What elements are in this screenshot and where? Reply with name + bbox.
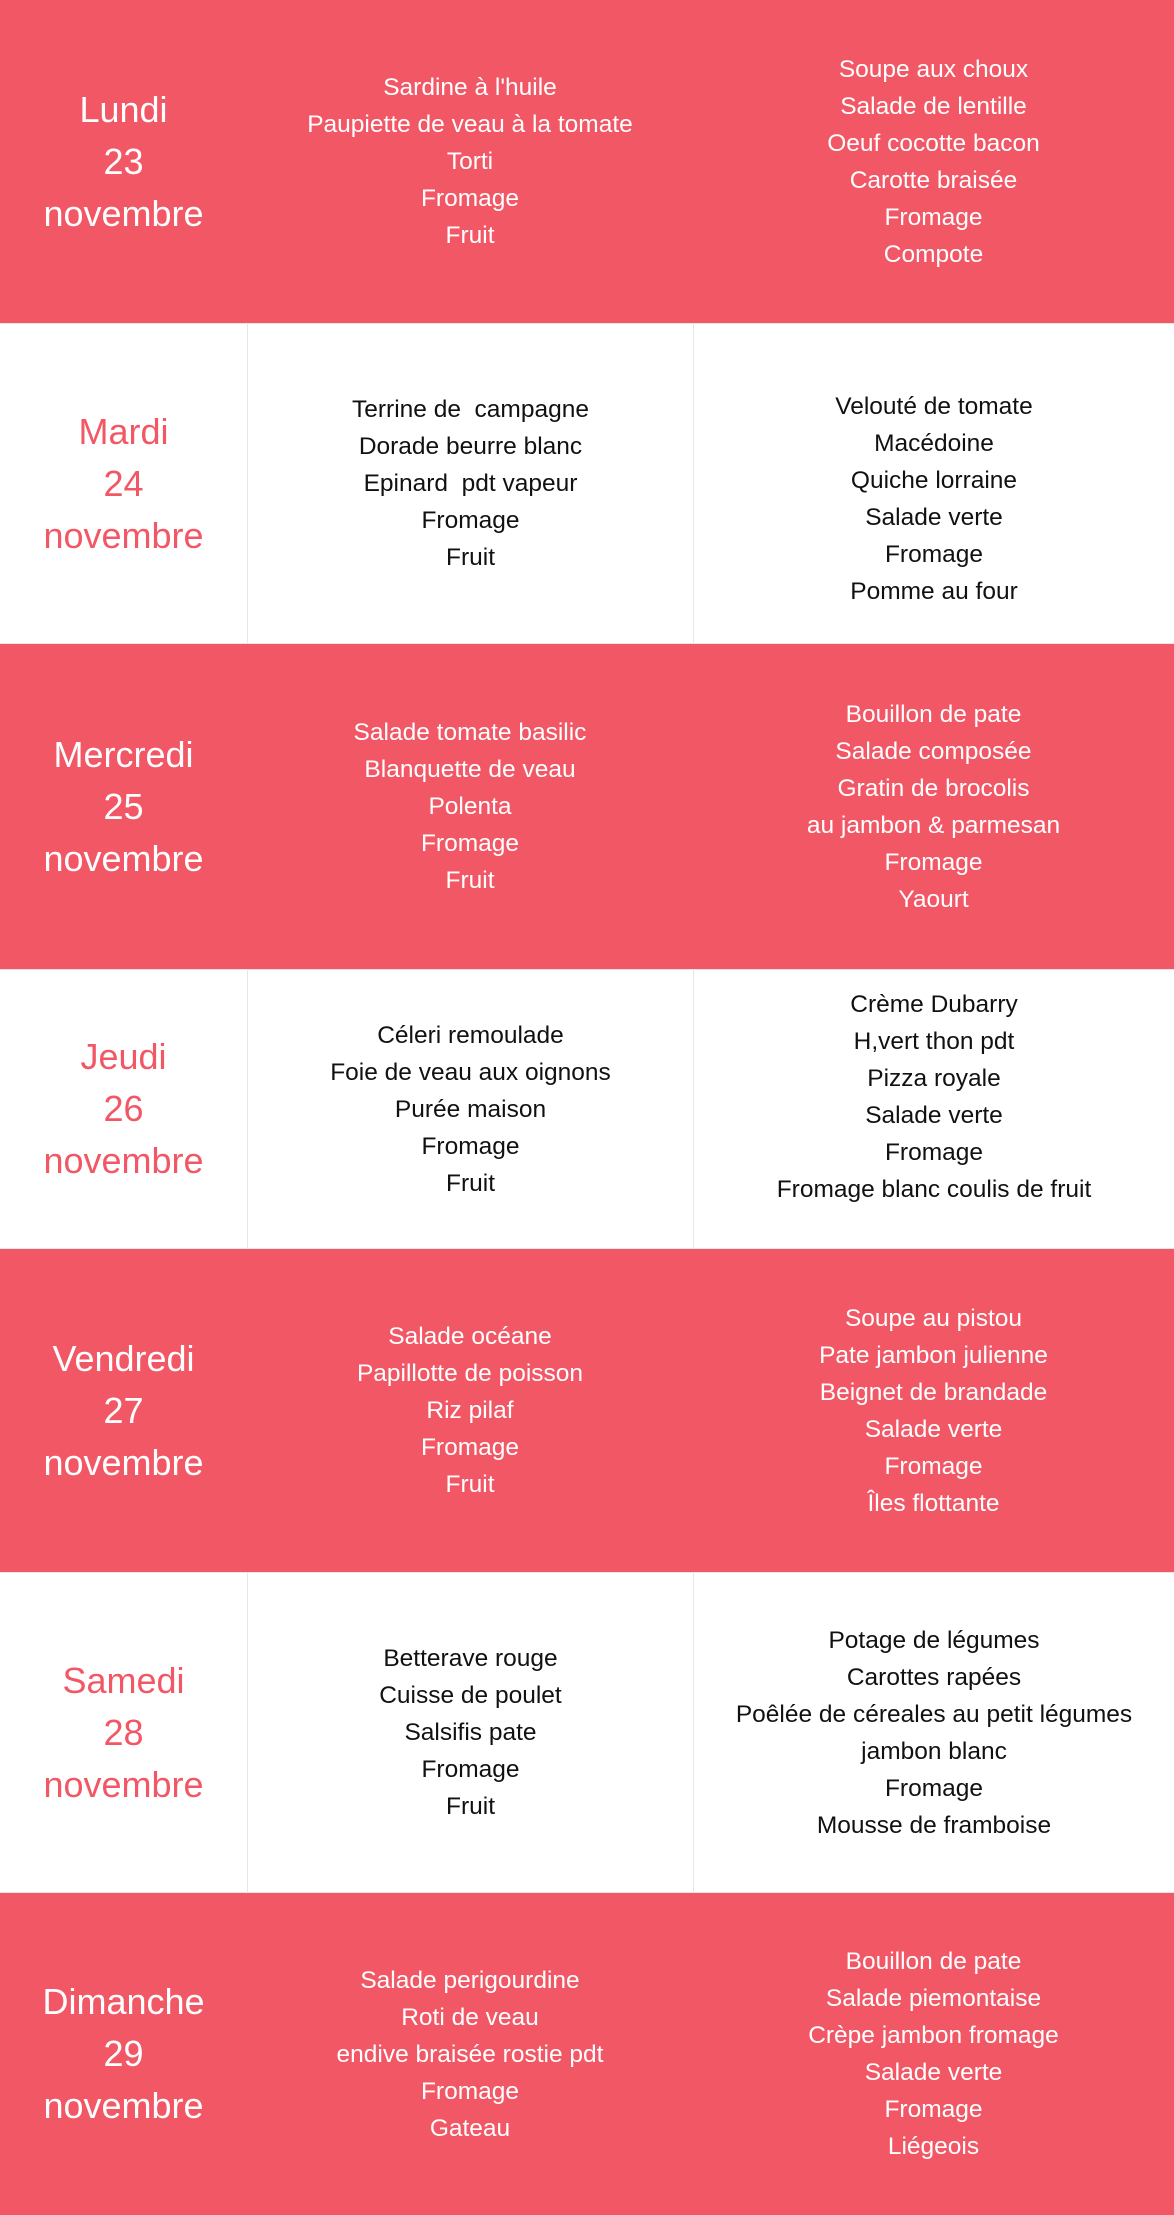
dinner-cell bbox=[693, 1249, 1174, 1572]
dinner-item: Carotte braisée bbox=[849, 166, 1018, 194]
dinner-cell bbox=[693, 644, 1174, 969]
lunch-item: Fromage bbox=[421, 1756, 520, 1783]
lunch-cell bbox=[247, 1249, 693, 1572]
dinner-item: Bouillon de pate bbox=[845, 700, 1022, 728]
dinner-item: Fromage bbox=[884, 848, 983, 876]
day-name: Mercredi bbox=[53, 733, 194, 775]
lunch-cell bbox=[247, 324, 693, 643]
day-number: 26 bbox=[103, 1088, 144, 1129]
lunch-item: Fromage bbox=[420, 185, 520, 212]
lunch-item: Fruit bbox=[446, 1169, 495, 1197]
day-month: novembre bbox=[43, 192, 204, 234]
day-name: Vendredi bbox=[52, 1337, 195, 1379]
lunch-item: Fruit bbox=[445, 867, 495, 894]
dinner-item: Crèpe jambon fromage bbox=[808, 2022, 1059, 2049]
day-cell bbox=[0, 970, 247, 1248]
dinner-cell bbox=[693, 324, 1174, 643]
dinner-item: Quiche lorraine bbox=[850, 466, 1018, 494]
lunch-item: Céleri remoulade bbox=[377, 1021, 564, 1049]
lunch-item: Papillotte de poisson bbox=[356, 1360, 584, 1387]
dinner-item: jambon blanc bbox=[861, 1737, 1007, 1765]
dinner-item: Liégeois bbox=[887, 2133, 980, 2160]
lunch-item: endive braisée rostie pdt bbox=[336, 2040, 604, 2068]
dinner-cell bbox=[693, 970, 1174, 1248]
dinner-item: Salade verte bbox=[864, 1415, 1003, 1443]
lunch-item: Foie de veau aux oignons bbox=[330, 1058, 611, 1086]
dinner-item: Pomme au four bbox=[850, 577, 1018, 605]
day-cell bbox=[0, 324, 247, 643]
day-number: 24 bbox=[103, 462, 144, 504]
lunch-item: Sardine à l'huile bbox=[383, 74, 557, 101]
lunch-item: Salade perigourdine bbox=[360, 1966, 580, 1994]
dinner-cell bbox=[693, 0, 1174, 323]
day-number: 29 bbox=[103, 2033, 144, 2074]
dinner-item: Gratin de brocolis bbox=[837, 774, 1030, 802]
lunch-item: Blanquette de veau bbox=[364, 756, 576, 783]
lunch-item: Purée maison bbox=[394, 1095, 547, 1123]
day-row-jeudi bbox=[0, 969, 1174, 1249]
dinner-item: Fromage bbox=[884, 2096, 983, 2123]
day-month: novembre bbox=[43, 2085, 204, 2126]
dinner-item: Poêlée de céreales au petit légumes bbox=[735, 1700, 1133, 1728]
dinner-item: Pate jambon julienne bbox=[819, 1341, 1048, 1369]
day-name: Jeudi bbox=[80, 1036, 167, 1077]
dinner-cell bbox=[693, 1893, 1174, 2215]
lunch-cell bbox=[247, 1573, 693, 1892]
lunch-item: Riz pilaf bbox=[426, 1397, 514, 1424]
day-row-dimanche bbox=[0, 1893, 1174, 2215]
lunch-item: Dorade beurre blanc bbox=[358, 433, 583, 460]
dinner-item: Fromage bbox=[884, 1139, 984, 1166]
lunch-item: Fromage bbox=[420, 830, 520, 857]
lunch-item: Polenta bbox=[428, 793, 512, 820]
day-month: novembre bbox=[43, 1763, 204, 1805]
day-number: 27 bbox=[103, 1389, 144, 1431]
dinner-item: Compote bbox=[883, 240, 984, 268]
day-cell bbox=[0, 1893, 247, 2215]
dinner-item: Salade verte bbox=[865, 503, 1003, 531]
lunch-item: Fruit bbox=[446, 1793, 495, 1820]
dinner-item: Oeuf cocotte bacon bbox=[827, 129, 1040, 157]
dinner-item: Potage de légumes bbox=[828, 1626, 1040, 1654]
dinner-item: H,vert thon pdt bbox=[853, 1028, 1015, 1055]
lunch-item: Fruit bbox=[445, 1471, 495, 1498]
day-cell bbox=[0, 1249, 247, 1572]
day-row-vendredi bbox=[0, 1249, 1174, 1572]
lunch-item: Betterave rouge bbox=[383, 1645, 558, 1672]
lunch-item: Salade tomate basilic bbox=[353, 719, 587, 746]
dinner-item: Carottes rapées bbox=[846, 1663, 1022, 1691]
dinner-item: Bouillon de pate bbox=[845, 1948, 1022, 1975]
day-row-samedi bbox=[0, 1572, 1174, 1893]
lunch-item: Fruit bbox=[446, 544, 495, 571]
day-number: 25 bbox=[103, 785, 144, 827]
lunch-item: Fruit bbox=[445, 222, 495, 249]
dinner-item: Soupe aux choux bbox=[838, 55, 1029, 83]
dinner-item: Fromage bbox=[884, 1774, 984, 1802]
dinner-item: Îles flottante bbox=[867, 1489, 1000, 1517]
day-number: 28 bbox=[103, 1711, 144, 1753]
day-cell bbox=[0, 644, 247, 969]
dinner-item: Macédoine bbox=[874, 429, 994, 457]
day-row-mercredi bbox=[0, 644, 1174, 969]
lunch-item: Epinard pdt vapeur bbox=[363, 470, 578, 497]
day-row-mardi bbox=[0, 323, 1174, 644]
dinner-item: Velouté de tomate bbox=[835, 392, 1033, 420]
day-name: Mardi bbox=[78, 410, 169, 452]
dinner-item: Salade verte bbox=[865, 1102, 1003, 1129]
lunch-item: Fromage bbox=[420, 2077, 520, 2105]
dinner-item: Salade piemontaise bbox=[825, 1985, 1042, 2012]
lunch-item: Paupiette de veau à la tomate bbox=[307, 111, 633, 138]
day-month: novembre bbox=[43, 514, 204, 556]
lunch-item: Cuisse de poulet bbox=[379, 1682, 562, 1709]
day-month: novembre bbox=[43, 837, 204, 879]
lunch-cell bbox=[247, 0, 693, 323]
lunch-item: Fromage bbox=[421, 507, 520, 534]
dinner-item: au jambon & parmesan bbox=[806, 811, 1061, 839]
dinner-item: Pizza royale bbox=[867, 1065, 1001, 1092]
lunch-item: Roti de veau bbox=[401, 2003, 539, 2031]
day-row-lundi bbox=[0, 0, 1174, 323]
day-name: Samedi bbox=[62, 1659, 185, 1701]
dinner-item: Fromage bbox=[884, 203, 983, 231]
day-cell bbox=[0, 0, 247, 323]
lunch-item: Torti bbox=[446, 148, 494, 175]
lunch-item: Gateau bbox=[429, 2114, 511, 2142]
lunch-item: Fromage bbox=[420, 1434, 520, 1461]
lunch-item: Salsifis pate bbox=[404, 1719, 537, 1746]
dinner-item: Fromage bbox=[884, 540, 984, 568]
day-month: novembre bbox=[43, 1441, 204, 1483]
dinner-item: Salade composée bbox=[835, 737, 1032, 765]
lunch-item: Fromage bbox=[421, 1132, 520, 1160]
day-month: novembre bbox=[43, 1140, 204, 1181]
dinner-item: Beignet de brandade bbox=[819, 1378, 1048, 1406]
lunch-cell bbox=[247, 970, 693, 1248]
day-number: 23 bbox=[103, 140, 144, 182]
dinner-item: Yaourt bbox=[898, 885, 969, 913]
dinner-item: Crème Dubarry bbox=[850, 991, 1018, 1018]
day-cell bbox=[0, 1573, 247, 1892]
lunch-cell bbox=[247, 1893, 693, 2215]
dinner-item: Fromage blanc coulis de fruit bbox=[776, 1176, 1092, 1203]
dinner-item: Soupe au pistou bbox=[844, 1304, 1023, 1332]
dinner-item: Fromage bbox=[884, 1452, 983, 1480]
dinner-item: Salade verte bbox=[864, 2059, 1003, 2086]
day-name: Dimanche bbox=[42, 1981, 205, 2022]
dinner-cell bbox=[693, 1573, 1174, 1892]
lunch-cell bbox=[247, 644, 693, 969]
lunch-item: Terrine de campagne bbox=[352, 396, 589, 423]
dinner-item: Mousse de framboise bbox=[816, 1811, 1052, 1839]
dinner-item: Salade de lentille bbox=[840, 92, 1027, 120]
day-name: Lundi bbox=[79, 88, 168, 130]
lunch-item: Salade océane bbox=[388, 1323, 552, 1350]
